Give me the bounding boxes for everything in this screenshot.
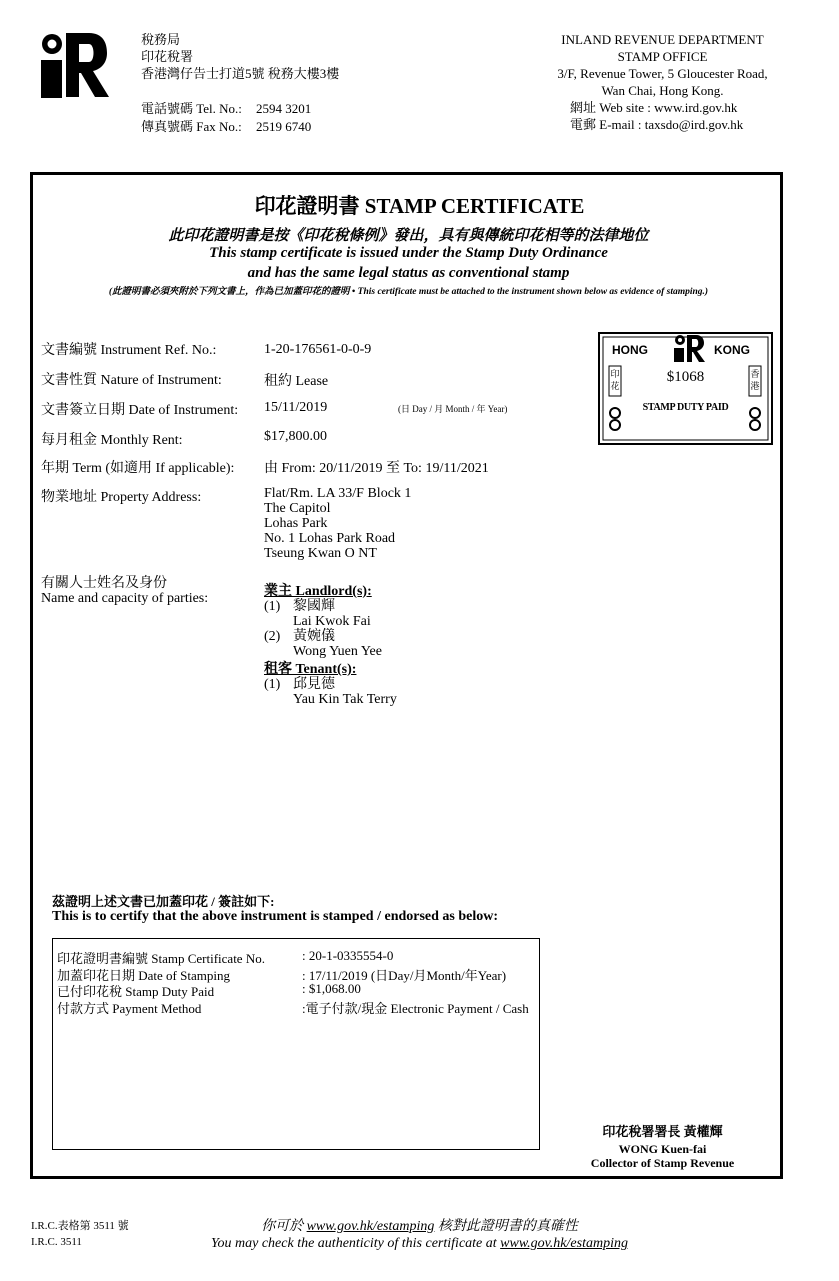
ref-label: 文書編號 Instrument Ref. No.:: [41, 343, 217, 358]
header-left: [141, 31, 339, 82]
address-value: [264, 486, 411, 561]
dept-en: INLAND REVENUE DEPARTMENT: [561, 32, 764, 47]
ird-logo: [37, 31, 109, 99]
certificate-title: 印花證明書 STAMP CERTIFICATE: [254, 194, 585, 218]
stamp-left-chars: 印花: [610, 369, 620, 391]
web-line: [530, 99, 795, 116]
nature-value: 租約 Lease: [264, 374, 329, 389]
certify-en: This is to certify that the above instrument is stamped / endorsed as below:: [52, 909, 499, 924]
fax-line: [141, 118, 312, 135]
email-label: 電郵 E-mail :: [570, 117, 642, 132]
term-value: 由 From: 20/11/2019 至 To: 19/11/2021: [264, 461, 489, 476]
stamping-value: : $1,068.00: [302, 981, 361, 996]
stamping-label: 加蓋印花日期 Date of Stamping: [57, 967, 230, 983]
stamping-value: : 20-1-0335554-0: [302, 948, 394, 963]
parties-label-en: Name and capacity of parties:: [41, 591, 209, 606]
party-name-en: Lai Kwok Fai: [293, 614, 371, 629]
parties-label: [41, 576, 208, 606]
verify-link-1[interactable]: www.gov.hk/estamping: [306, 1219, 435, 1234]
stamp-amount: $1068: [666, 369, 705, 385]
parties-label-zh: 有關人士姓名及身份: [41, 576, 167, 591]
address-line: Tseung Kwan O NT: [264, 546, 377, 561]
verify-zh-pre: 你可於: [261, 1219, 304, 1234]
stamp-right-word: KONG: [714, 343, 750, 357]
tenant-list: [264, 677, 397, 707]
party-name-en: Wong Yuen Yee: [293, 644, 382, 659]
signature-title-zh: 印花稅署署長 黃權輝: [602, 1124, 723, 1139]
address-line: The Capitol: [264, 501, 331, 516]
party-name-zh: 邱見德: [293, 677, 335, 692]
fax-number: 2519 6740: [256, 119, 312, 134]
logo-text: IR: [37, 31, 38, 32]
form-number-en: I.R.C. 3511: [31, 1236, 82, 1248]
certify-zh: 茲證明上述文書已加蓋印花 / 簽註如下:: [52, 894, 275, 909]
verify-en: [0, 1236, 839, 1252]
term-label: 年期 Term (如適用 If applicable):: [41, 461, 235, 476]
subtitle-zh: 此印花證明書是按《印花稅條例》發出，具有與傳統印花相等的法律地位: [168, 228, 649, 244]
stamp-duty-seal: [598, 332, 773, 445]
party-name-zh: 黎國輝: [293, 599, 335, 614]
verify-zh: [0, 1215, 839, 1235]
parties-list: [264, 584, 397, 707]
header-right: [530, 31, 795, 133]
party-number: (2): [264, 629, 281, 644]
stamping-label: 已付印花稅 Stamp Duty Paid: [57, 984, 215, 999]
landlord-heading: 業主 Landlord(s):: [264, 584, 372, 599]
attach-note-zh: (此證明書必須夾附於下列文書上，作為已加蓋印花的證明 •: [108, 287, 356, 297]
attach-note: [0, 283, 817, 297]
tel-number: 2594 3201: [256, 101, 312, 116]
stamping-label: 付款方式 Payment Method: [57, 1000, 202, 1016]
tel-line: [141, 100, 312, 117]
form-number-zh: I.R.C.表格第 3511 號: [31, 1220, 129, 1232]
dept-zh-1: 稅務局: [141, 32, 181, 47]
attach-note-en: This certificate must be attached to the instrument shown below as evidence of stamping.): [357, 287, 709, 297]
party-number: (1): [264, 599, 281, 614]
party-number: (1): [264, 677, 281, 692]
address-zh: 香港灣仔告士打道5號 稅務大樓3樓: [141, 66, 340, 81]
party-item: [264, 677, 397, 707]
stamping-value: : 17/11/2019 (日Day/月Month/年Year): [302, 967, 507, 983]
dept-zh-2: 印花稅署: [141, 49, 194, 64]
stamping-label: 印花證明書編號 Stamp Certificate No.: [57, 951, 265, 966]
verify-zh-post: 核對此證明書的真確性: [437, 1219, 578, 1234]
address-en-2: Wan Chai, Hong Kong.: [601, 83, 724, 98]
stamping-details-box: [52, 938, 540, 1150]
address-line: Lohas Park: [264, 516, 328, 531]
web-label: 網址 Web site :: [570, 100, 651, 115]
address-label: 物業地址 Property Address:: [41, 490, 202, 505]
web-link[interactable]: www.ird.gov.hk: [654, 100, 738, 115]
verify-en-pre: You may check the authenticity of this certificate at: [211, 1236, 497, 1251]
tel-label: 電話號碼 Tel. No.:: [141, 101, 242, 116]
date-value: 15/11/2019: [264, 400, 328, 415]
rent-value: $17,800.00: [264, 429, 327, 444]
landlord-list: [264, 599, 397, 659]
subtitle-en-1: This stamp certificate is issued under the Stamp Duty Ordinance: [209, 245, 608, 261]
subtitle-en-2: and has the same legal status as conventional stamp: [247, 265, 570, 281]
address-line: No. 1 Lohas Park Road: [264, 531, 396, 546]
stamp-right-chars: 香港: [750, 369, 760, 391]
date-format: (日 Day / 月 Month / 年 Year): [398, 404, 508, 414]
email-line: [530, 116, 795, 133]
party-name-zh: 黃婉儀: [293, 629, 335, 644]
address-en-1: 3/F, Revenue Tower, 5 Gloucester Road,: [557, 66, 768, 81]
stamping-value: :電子付款/現金 Electronic Payment / Cash: [302, 1000, 529, 1016]
rent-label: 每月租金 Monthly Rent:: [41, 433, 183, 448]
verify-link-2[interactable]: www.gov.hk/estamping: [500, 1236, 628, 1251]
email-link[interactable]: taxsdo@ird.gov.hk: [644, 117, 744, 132]
tenant-heading: 租客 Tenant(s):: [264, 662, 357, 677]
office-en: STAMP OFFICE: [617, 49, 708, 64]
date-label: 文書簽立日期 Date of Instrument:: [41, 403, 239, 418]
signature-title-en: Collector of Stamp Revenue: [590, 1156, 735, 1170]
address-line: Flat/Rm. LA 33/F Block 1: [264, 486, 412, 501]
party-item: [264, 629, 397, 659]
signature-name-en: WONG Kuen-fai: [618, 1142, 707, 1156]
fax-label: 傳真號碼 Fax No.:: [141, 119, 242, 134]
stamp-left-word: HONG: [612, 343, 648, 357]
nature-label: 文書性質 Nature of Instrument:: [41, 373, 222, 388]
ref-value: 1-20-176561-0-0-9: [264, 342, 372, 357]
party-name-en: Yau Kin Tak Terry: [293, 692, 397, 707]
stamp-label: STAMP DUTY PAID: [642, 402, 729, 413]
party-item: [264, 599, 397, 629]
